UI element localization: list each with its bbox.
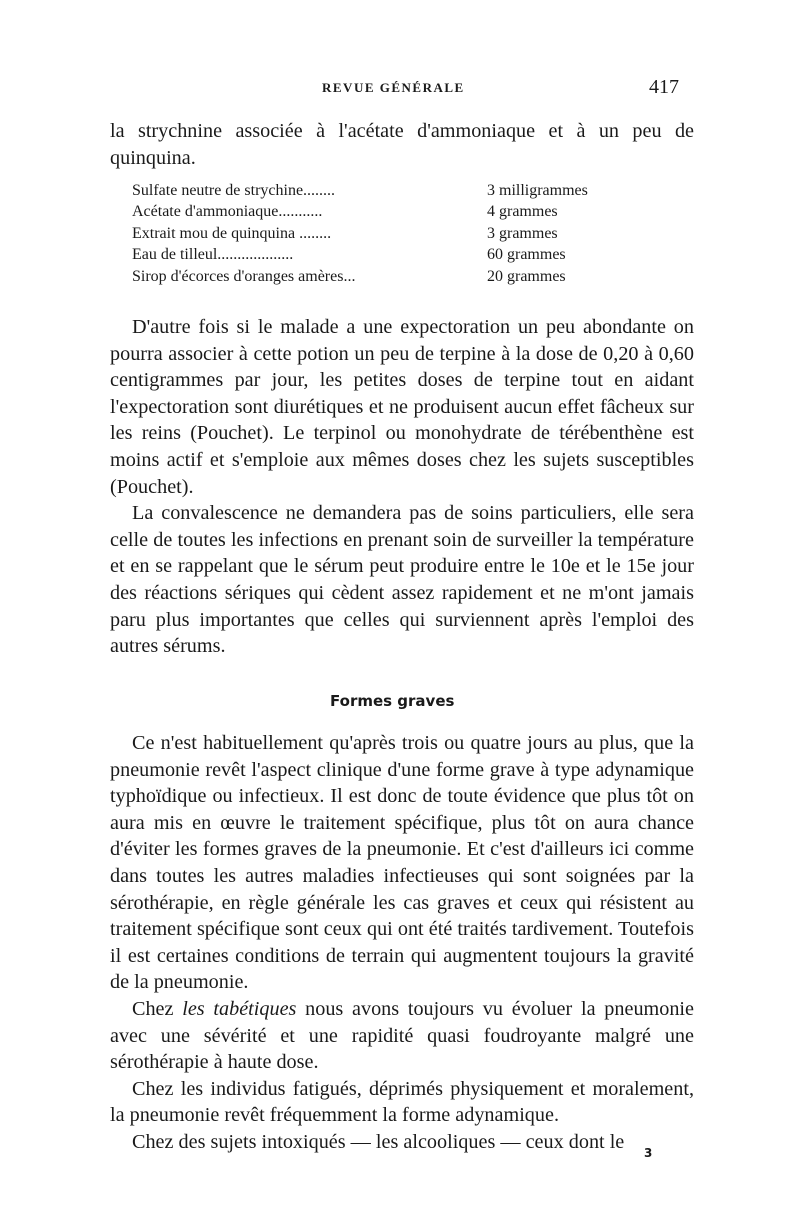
formula-ingredient: Acétate d'ammoniaque........... <box>132 203 323 221</box>
section-heading: Formes graves <box>330 692 455 710</box>
formula-dose: 20 grammes <box>487 267 566 285</box>
formula-ingredient: Sulfate neutre de strychine........ <box>132 182 336 199</box>
body-section-2 <box>110 730 694 1156</box>
paragraph-fatigues: Chez les individus fatigués, déprimés physiquement et moralement, la pneumonie revêt fréquemment la forme adynamique. <box>110 1077 694 1127</box>
italic-term: les tabétiques <box>182 997 297 1020</box>
paragraph-tabetiques <box>110 996 694 1076</box>
formula-row <box>132 244 652 265</box>
running-head: REVUE GÉNÉRALE <box>322 80 465 95</box>
formula-ingredient: Extrait mou de quinquina ........ <box>132 224 332 242</box>
formula-row <box>132 201 652 222</box>
intro-text: la strychnine associée à l'acétate d'ammoniaque et à un peu de quinquina. <box>110 120 694 169</box>
formula-row <box>132 223 652 244</box>
formula-dose: 3 grammes <box>487 224 558 242</box>
formula-row <box>132 266 652 287</box>
body-section-1 <box>110 314 694 660</box>
page-number: 417 <box>649 76 679 98</box>
paragraph-formes-graves: Ce n'est habituellement qu'après trois ou quatre jours au plus, que la pneumonie revêt l'aspect clinique d'une forme grave à type adynamique typhoïdique ou infectieux. Il est donc de toute évidence que plus tôt on aura mis en œuvre le traitement spécifique, plus tôt on aura chance d'éviter les formes graves de la pneumonie. Et c'est d'ailleurs ici comme dans toutes les autres maladies infectieuses qui sont soignées par la sérothérapie, en règle générale les cas graves et ceux qui résistent au traitement spécifique sont ceux qui ont été traités tardivement. Toutefois il est certaines conditions de terrain qui augmentent toujours la gravité de la pneumonie. <box>110 732 694 994</box>
intro-paragraph <box>110 118 694 171</box>
formula-ingredient: Sirop d'écorces d'oranges amères... <box>132 267 356 285</box>
paragraph-convalescence: La convalescence ne demandera pas de soins particuliers, elle sera celle de toutes les infections en prenant soin de surveiller la température et en se rappelant que le sérum peut produire entre le 10e et le 15e jour des réactions sériques qui cèdent assez rapidement et ne m'ont jamais paru plus importantes que celles qui surviennent après l'emploi des autres sérums. <box>110 502 694 658</box>
text-run: nous avons toujours vu évoluer la pneumonie avec une sévérité et une rapidité quasi foudroyante malgré une sérothérapie à haute dose. <box>110 997 695 1074</box>
formula-dose: 4 grammes <box>487 203 558 221</box>
text-run: Chez <box>132 997 183 1020</box>
prescription-formula <box>132 180 652 287</box>
paragraph-intoxiques: Chez des sujets intoxiqués — les alcooliques — ceux dont le <box>132 1130 625 1153</box>
formula-dose: 60 grammes <box>487 246 566 264</box>
formula-ingredient: Eau de tilleul................... <box>132 246 294 264</box>
paragraph-terpine: D'autre fois si le malade a une expectoration un peu abondante on pourra associer à cette potion un peu de terpine à la dose de 0,20 à 0,60 centigrammes par jour, les petites doses de terpine tout en aidant l'expectoration sont diurétiques et ne produisent aucun effet fâcheux sur les reins (Pouchet). Le terpinol ou monohydrate de térébenthène est moins actif et s'emploie aux mêmes doses chez les sujets susceptibles (Pouchet). <box>110 316 694 498</box>
formula-dose: 3 milligrammes <box>487 182 588 199</box>
formula-row <box>132 180 652 201</box>
signature-mark: 3 <box>644 1146 653 1160</box>
